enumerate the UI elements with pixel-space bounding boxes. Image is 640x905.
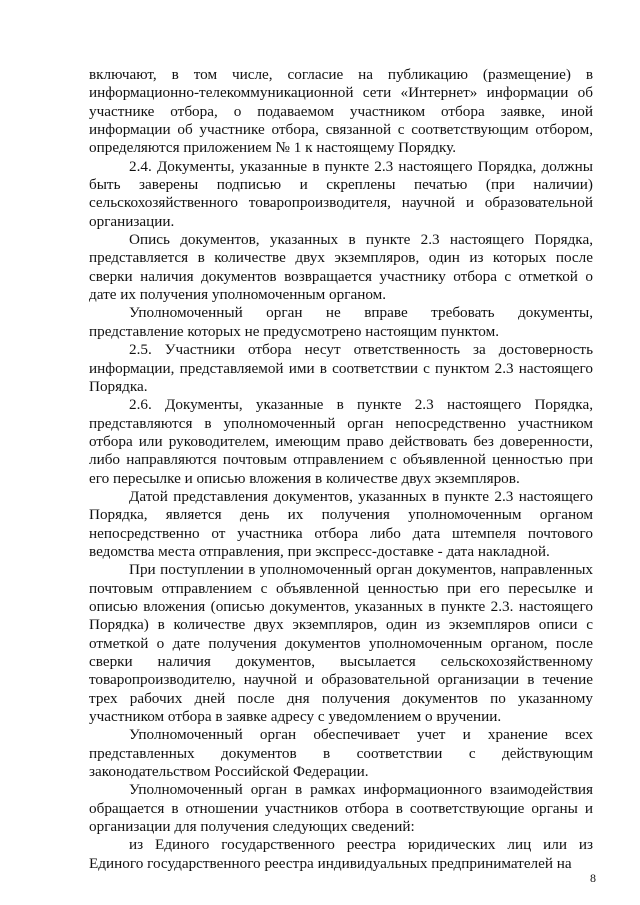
paragraph-postal-receipt: При поступлении в уполномоченный орган документов, направленных почтовым отправлением с объявленной ценностью при его пересылке и описью вложения (описью документов, указанных в пункте 2.3. настоящего Порядка) в количестве двух экземпляров, один из экземпляров описи с отметкой о дате получения документов уполномоченным органом, после сверки наличия документов, высылается сельскохозяйственному товаропроизводителю, научной и образовательной организации в течение трех рабочих дней после дня получения документов по указанному участником отбора в заявке адресу с уведомлением о вручении. <box>89 561 593 726</box>
paragraph-storage: Уполномоченный орган обеспечивает учет и хранение всех представленных документов в соответствии с действующим законодательством Российской Федерации. <box>89 726 593 781</box>
paragraph-interaction: Уполномоченный орган в рамках информационного взаимодействия обращается в отношении участников отбора в соответствующие органы и организации для получения следующих сведений: <box>89 781 593 836</box>
paragraph-2-5: 2.5. Участники отбора несут ответственность за достоверность информации, представляемой ими в соответствии с пунктом 2.3 настоящего Порядка. <box>89 341 593 395</box>
paragraph-2-6: 2.6. Документы, указанные в пункте 2.3 настоящего Порядка, представляются в уполномоченный орган непосредственно участником отбора или руководителем, имеющим право действовать без доверенности, либо направляются почтовым отправлением с объявленной ценностью при его пересылке и описью вложения в количестве двух экземпляров. <box>89 396 593 487</box>
paragraph-2-4: 2.4. Документы, указанные в пункте 2.3 настоящего Порядка, должны быть заверены подписью и скреплены печатью (при наличии) сельскохозяйственного товаропроизводителя, научной и образовательной организации. <box>89 157 593 230</box>
paragraph-no-extra-docs: Уполномоченный орган не вправе требовать документы, представление которых не предусмотрено настоящим пунктом. <box>89 304 593 340</box>
paragraph-submission-date: Датой представления документов, указанных в пункте 2.3 настоящего Порядка, является день их получения уполномоченным органом непосредственно от участника отбора либо дата штемпеля почтового ведомства места отправления, при экспресс-доставке - дата накладной. <box>89 487 593 560</box>
document-body <box>89 66 593 873</box>
paragraph-continuation: включают, в том числе, согласие на публикацию (размещение) в информационно-телекоммуникационной сети «Интернет» информации об участнике отбора, о подаваемом участником отбора заявке, иной информации об участнике отбора, связанной с соответствующим отбором, определяются приложением № 1 к настоящему Порядку. <box>89 66 593 157</box>
paragraph-registry: из Единого государственного реестра юридических лиц или из Единого государственного реестра индивидуальных предпринимателей на <box>89 836 593 872</box>
page-number: 8 <box>590 871 596 885</box>
paragraph-inventory: Опись документов, указанных в пункте 2.3 настоящего Порядка, представляется в количестве двух экземпляров, один из которых после сверки наличия документов возвращается участнику отбора с отметкой о дате их получения уполномоченным органом. <box>89 231 593 304</box>
